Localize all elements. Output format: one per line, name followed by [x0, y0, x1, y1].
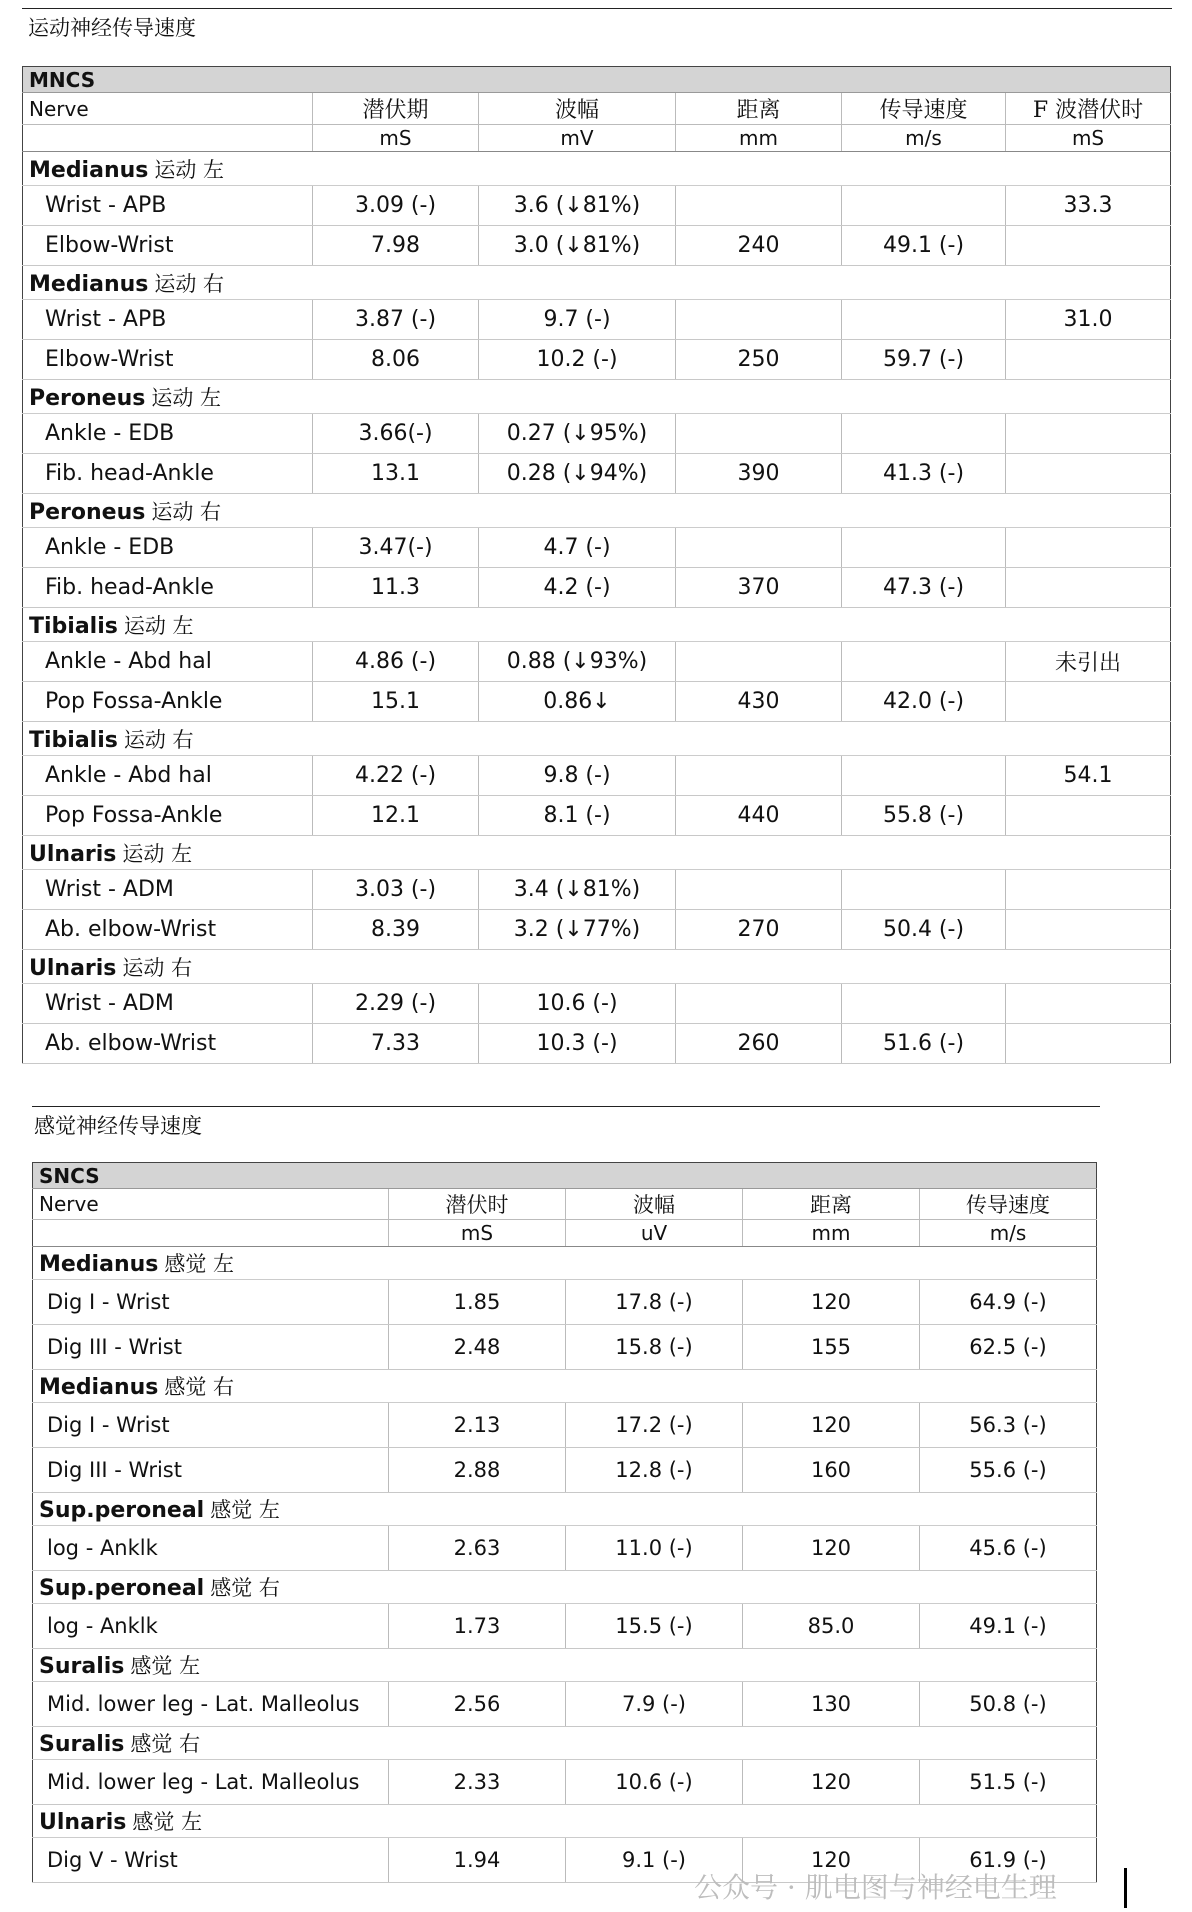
- table-row: [23, 756, 1171, 796]
- value-cell: [842, 300, 1006, 340]
- value-cell: 3.03 (-): [313, 870, 479, 910]
- value-cell: 33.3: [1006, 186, 1171, 226]
- column-unit: mm: [743, 1220, 920, 1247]
- stimulation-site: Ankle - Abd hal: [23, 642, 313, 682]
- value-cell: [842, 528, 1006, 568]
- value-cell: 390: [676, 454, 842, 494]
- nerve-group-cell: [33, 1493, 1097, 1526]
- table-row: [23, 528, 1171, 568]
- value-cell: 2.88: [389, 1448, 566, 1493]
- value-cell: 3.2 (↓77%): [479, 910, 676, 950]
- nerve-group-row: [23, 152, 1171, 186]
- nerve-group-row: [33, 1805, 1097, 1838]
- value-cell: 55.8 (-): [842, 796, 1006, 836]
- units-row: [23, 125, 1171, 152]
- stimulation-site: Fib. head-Ankle: [23, 568, 313, 608]
- nerve-name: Tibialis: [29, 613, 118, 639]
- nerve-side: 运动 右: [123, 727, 194, 752]
- stimulation-site: Ankle - EDB: [23, 528, 313, 568]
- value-cell: 7.33: [313, 1024, 479, 1064]
- column-header: 距离: [743, 1189, 920, 1220]
- value-cell: 未引出: [1006, 642, 1171, 682]
- nerve-group-cell: [33, 1727, 1097, 1760]
- nerve-group-row: [33, 1493, 1097, 1526]
- stimulation-site: Dig I - Wrist: [33, 1403, 389, 1448]
- column-header: 波幅: [479, 93, 676, 125]
- table-row: [33, 1448, 1097, 1493]
- value-cell: [842, 642, 1006, 682]
- column-header: Nerve: [23, 93, 313, 125]
- table-row: [33, 1760, 1097, 1805]
- value-cell: 12.1: [313, 796, 479, 836]
- column-header: 波幅: [566, 1189, 743, 1220]
- stimulation-site: Fib. head-Ankle: [23, 454, 313, 494]
- nerve-side: 感觉 右: [130, 1732, 201, 1756]
- stimulation-site: log - Anklk: [33, 1526, 389, 1571]
- value-cell: 49.1 (-): [920, 1604, 1097, 1649]
- table-row: [33, 1604, 1097, 1649]
- value-cell: 7.9 (-): [566, 1682, 743, 1727]
- value-cell: 240: [676, 226, 842, 266]
- table-row: [23, 454, 1171, 494]
- value-cell: 120: [743, 1526, 920, 1571]
- stimulation-site: Mid. lower leg - Lat. Malleolus: [33, 1682, 389, 1727]
- nerve-name: Sup.peroneal: [39, 1498, 205, 1523]
- nerve-group-row: [33, 1727, 1097, 1760]
- value-cell: 2.29 (-): [313, 984, 479, 1024]
- nerve-name: Peroneus: [29, 499, 146, 525]
- value-cell: 4.2 (-): [479, 568, 676, 608]
- column-unit: mS: [1006, 125, 1171, 152]
- value-cell: 64.9 (-): [920, 1280, 1097, 1325]
- nerve-group-row: [23, 950, 1171, 984]
- value-cell: 50.4 (-): [842, 910, 1006, 950]
- mncs-section-title: 运动神经传导速度: [28, 16, 196, 40]
- stimulation-site: Elbow-Wrist: [23, 340, 313, 380]
- stimulation-site: Ankle - Abd hal: [23, 756, 313, 796]
- nerve-group-cell: [33, 1370, 1097, 1403]
- nerve-group-row: [23, 494, 1171, 528]
- value-cell: [842, 186, 1006, 226]
- stimulation-site: Ab. elbow-Wrist: [23, 910, 313, 950]
- nerve-side: 感觉 右: [164, 1375, 235, 1399]
- nerve-group-cell: [33, 1247, 1097, 1280]
- column-header: F 波潜伏时: [1006, 93, 1171, 125]
- nerve-group-cell: [23, 722, 1171, 756]
- value-cell: 270: [676, 910, 842, 950]
- value-cell: 3.09 (-): [313, 186, 479, 226]
- stimulation-site: log - Anklk: [33, 1604, 389, 1649]
- value-cell: 120: [743, 1280, 920, 1325]
- nerve-side: 感觉 左: [130, 1654, 201, 1678]
- table-row: [23, 186, 1171, 226]
- value-cell: 49.1 (-): [842, 226, 1006, 266]
- value-cell: [1006, 870, 1171, 910]
- value-cell: 11.0 (-): [566, 1526, 743, 1571]
- sncs-section-title: 感觉神经传导速度: [34, 1114, 202, 1138]
- value-cell: 15.1: [313, 682, 479, 722]
- stimulation-site: Wrist - APB: [23, 186, 313, 226]
- value-cell: 9.1 (-): [566, 1838, 743, 1883]
- table-name: SNCS: [33, 1163, 1097, 1189]
- value-cell: 62.5 (-): [920, 1325, 1097, 1370]
- nerve-side: 运动 左: [123, 613, 194, 638]
- table-row: [23, 796, 1171, 836]
- value-cell: 3.66(-): [313, 414, 479, 454]
- value-cell: 9.8 (-): [479, 756, 676, 796]
- nerve-name: Ulnaris: [29, 955, 117, 981]
- nerve-name: Ulnaris: [29, 841, 117, 867]
- value-cell: 31.0: [1006, 300, 1171, 340]
- value-cell: [842, 870, 1006, 910]
- stimulation-site: Elbow-Wrist: [23, 226, 313, 266]
- nerve-side: 运动 左: [122, 841, 193, 866]
- value-cell: 2.48: [389, 1325, 566, 1370]
- value-cell: 0.86↓: [479, 682, 676, 722]
- value-cell: 15.5 (-): [566, 1604, 743, 1649]
- table-row: [23, 682, 1171, 722]
- nerve-group-row: [23, 722, 1171, 756]
- table-row: [33, 1280, 1097, 1325]
- stimulation-site: Wrist - ADM: [23, 870, 313, 910]
- value-cell: [1006, 528, 1171, 568]
- nerve-group-row: [23, 836, 1171, 870]
- table-row: [23, 1024, 1171, 1064]
- nerve-group-cell: [23, 950, 1171, 984]
- value-cell: [1006, 340, 1171, 380]
- value-cell: 45.6 (-): [920, 1526, 1097, 1571]
- value-cell: 10.2 (-): [479, 340, 676, 380]
- value-cell: 8.06: [313, 340, 479, 380]
- nerve-name: Peroneus: [29, 385, 146, 411]
- value-cell: 56.3 (-): [920, 1403, 1097, 1448]
- nerve-side: 运动 右: [122, 955, 193, 980]
- nerve-name: Medianus: [39, 1252, 159, 1277]
- value-cell: 3.87 (-): [313, 300, 479, 340]
- value-cell: [842, 984, 1006, 1024]
- value-cell: [1006, 682, 1171, 722]
- nerve-group-row: [33, 1649, 1097, 1682]
- nerve-name: Ulnaris: [39, 1810, 127, 1835]
- mncs-table: [22, 66, 1171, 1064]
- column-header: 传导速度: [842, 93, 1006, 125]
- value-cell: 54.1: [1006, 756, 1171, 796]
- nerve-group-row: [23, 266, 1171, 300]
- value-cell: 1.94: [389, 1838, 566, 1883]
- nerve-group-cell: [33, 1649, 1097, 1682]
- nerve-side: 运动 右: [154, 271, 225, 296]
- value-cell: 42.0 (-): [842, 682, 1006, 722]
- value-cell: 3.0 (↓81%): [479, 226, 676, 266]
- value-cell: 1.73: [389, 1604, 566, 1649]
- header-row: [33, 1189, 1097, 1220]
- stimulation-site: Dig V - Wrist: [33, 1838, 389, 1883]
- table-row: [23, 870, 1171, 910]
- value-cell: [1006, 414, 1171, 454]
- table-name: MNCS: [23, 67, 1171, 93]
- value-cell: 130: [743, 1682, 920, 1727]
- nerve-side: 运动 左: [154, 157, 225, 182]
- value-cell: 0.27 (↓95%): [479, 414, 676, 454]
- value-cell: 0.88 (↓93%): [479, 642, 676, 682]
- nerve-group-row: [33, 1370, 1097, 1403]
- value-cell: 3.47(-): [313, 528, 479, 568]
- table-row: [23, 568, 1171, 608]
- value-cell: 51.5 (-): [920, 1760, 1097, 1805]
- nerve-side: 运动 右: [151, 499, 222, 524]
- nerve-group-row: [23, 380, 1171, 414]
- table-row: [23, 300, 1171, 340]
- table-row: [33, 1526, 1097, 1571]
- table-row: [23, 910, 1171, 950]
- top-rule: [22, 8, 1172, 9]
- nerve-side: 感觉 左: [132, 1810, 203, 1834]
- value-cell: 12.8 (-): [566, 1448, 743, 1493]
- value-cell: 13.1: [313, 454, 479, 494]
- nerve-name: Tibialis: [29, 727, 118, 753]
- value-cell: 50.8 (-): [920, 1682, 1097, 1727]
- value-cell: [1006, 910, 1171, 950]
- value-cell: 3.6 (↓81%): [479, 186, 676, 226]
- nerve-side: 感觉 左: [210, 1498, 280, 1522]
- value-cell: 2.63: [389, 1526, 566, 1571]
- stimulation-site: Wrist - ADM: [23, 984, 313, 1024]
- nerve-name: Suralis: [39, 1654, 125, 1679]
- value-cell: [1006, 226, 1171, 266]
- value-cell: 47.3 (-): [842, 568, 1006, 608]
- nerve-group-row: [23, 608, 1171, 642]
- column-unit: [33, 1220, 389, 1247]
- value-cell: [676, 528, 842, 568]
- value-cell: 10.6 (-): [479, 984, 676, 1024]
- value-cell: 370: [676, 568, 842, 608]
- value-cell: 11.3: [313, 568, 479, 608]
- value-cell: 2.33: [389, 1760, 566, 1805]
- table-name-row: [23, 67, 1171, 93]
- column-header: 潜伏期: [313, 93, 479, 125]
- stimulation-site: Mid. lower leg - Lat. Malleolus: [33, 1760, 389, 1805]
- nerve-group-cell: [33, 1571, 1097, 1604]
- value-cell: 430: [676, 682, 842, 722]
- value-cell: [842, 414, 1006, 454]
- sncs-table: [32, 1162, 1097, 1883]
- nerve-group-row: [33, 1571, 1097, 1604]
- watermark: 公众号 · 肌电图与神经电生理: [694, 1871, 1057, 1904]
- stimulation-site: Ankle - EDB: [23, 414, 313, 454]
- column-header: 潜伏时: [389, 1189, 566, 1220]
- value-cell: 4.22 (-): [313, 756, 479, 796]
- value-cell: 41.3 (-): [842, 454, 1006, 494]
- stimulation-site: Wrist - APB: [23, 300, 313, 340]
- nerve-group-cell: [33, 1805, 1097, 1838]
- value-cell: 120: [743, 1760, 920, 1805]
- column-unit: m/s: [920, 1220, 1097, 1247]
- stimulation-site: Dig III - Wrist: [33, 1448, 389, 1493]
- value-cell: 4.86 (-): [313, 642, 479, 682]
- value-cell: [676, 984, 842, 1024]
- value-cell: 1.85: [389, 1280, 566, 1325]
- nerve-name: Medianus: [29, 157, 149, 183]
- value-cell: 155: [743, 1325, 920, 1370]
- value-cell: [676, 186, 842, 226]
- table-row: [23, 642, 1171, 682]
- value-cell: [676, 870, 842, 910]
- value-cell: 17.8 (-): [566, 1280, 743, 1325]
- value-cell: [1006, 796, 1171, 836]
- value-cell: [676, 642, 842, 682]
- nerve-name: Suralis: [39, 1732, 125, 1757]
- value-cell: [1006, 568, 1171, 608]
- stimulation-site: Dig III - Wrist: [33, 1325, 389, 1370]
- column-unit: mV: [479, 125, 676, 152]
- header-row: [23, 93, 1171, 125]
- value-cell: 59.7 (-): [842, 340, 1006, 380]
- column-unit: mS: [313, 125, 479, 152]
- value-cell: 440: [676, 796, 842, 836]
- value-cell: [676, 300, 842, 340]
- table-row: [33, 1682, 1097, 1727]
- value-cell: 8.1 (-): [479, 796, 676, 836]
- stimulation-site: Dig I - Wrist: [33, 1280, 389, 1325]
- value-cell: 2.56: [389, 1682, 566, 1727]
- units-row: [33, 1220, 1097, 1247]
- value-cell: 51.6 (-): [842, 1024, 1006, 1064]
- nerve-group-cell: [23, 152, 1171, 186]
- column-header: 传导速度: [920, 1189, 1097, 1220]
- value-cell: 85.0: [743, 1604, 920, 1649]
- mid-rule: [32, 1106, 1100, 1107]
- column-unit: m/s: [842, 125, 1006, 152]
- table-row: [23, 340, 1171, 380]
- value-cell: 4.7 (-): [479, 528, 676, 568]
- table-row: [33, 1403, 1097, 1448]
- nerve-side: 感觉 右: [210, 1576, 280, 1600]
- value-cell: 7.98: [313, 226, 479, 266]
- table-row: [33, 1325, 1097, 1370]
- value-cell: 10.6 (-): [566, 1760, 743, 1805]
- nerve-name: Medianus: [29, 271, 149, 297]
- value-cell: 0.28 (↓94%): [479, 454, 676, 494]
- table-row: [23, 226, 1171, 266]
- value-cell: 120: [743, 1838, 920, 1883]
- value-cell: 10.3 (-): [479, 1024, 676, 1064]
- value-cell: 9.7 (-): [479, 300, 676, 340]
- value-cell: 15.8 (-): [566, 1325, 743, 1370]
- nerve-group-cell: [23, 608, 1171, 642]
- value-cell: 3.4 (↓81%): [479, 870, 676, 910]
- value-cell: [1006, 1024, 1171, 1064]
- value-cell: [1006, 984, 1171, 1024]
- value-cell: 2.13: [389, 1403, 566, 1448]
- nerve-name: Sup.peroneal: [39, 1576, 205, 1601]
- nerve-side: 感觉 左: [164, 1252, 235, 1276]
- table-row: [23, 414, 1171, 454]
- value-cell: [842, 756, 1006, 796]
- nerve-group-cell: [23, 266, 1171, 300]
- column-unit: uV: [566, 1220, 743, 1247]
- value-cell: 160: [743, 1448, 920, 1493]
- column-header: Nerve: [33, 1189, 389, 1220]
- stimulation-site: Pop Fossa-Ankle: [23, 796, 313, 836]
- value-cell: 55.6 (-): [920, 1448, 1097, 1493]
- value-cell: 17.2 (-): [566, 1403, 743, 1448]
- column-unit: [23, 125, 313, 152]
- nerve-group-cell: [23, 494, 1171, 528]
- nerve-group-cell: [23, 380, 1171, 414]
- value-cell: [676, 414, 842, 454]
- table-name-row: [33, 1163, 1097, 1189]
- column-header: 距离: [676, 93, 842, 125]
- value-cell: [676, 756, 842, 796]
- nerve-group-row: [33, 1247, 1097, 1280]
- value-cell: 120: [743, 1403, 920, 1448]
- text-cursor: [1124, 1868, 1127, 1908]
- value-cell: 61.9 (-): [920, 1838, 1097, 1883]
- table-row: [23, 984, 1171, 1024]
- stimulation-site: Ab. elbow-Wrist: [23, 1024, 313, 1064]
- value-cell: 8.39: [313, 910, 479, 950]
- stimulation-site: Pop Fossa-Ankle: [23, 682, 313, 722]
- nerve-group-cell: [23, 836, 1171, 870]
- column-unit: mm: [676, 125, 842, 152]
- nerve-side: 运动 左: [151, 385, 222, 410]
- column-unit: mS: [389, 1220, 566, 1247]
- nerve-name: Medianus: [39, 1375, 159, 1400]
- value-cell: [1006, 454, 1171, 494]
- value-cell: 260: [676, 1024, 842, 1064]
- value-cell: 250: [676, 340, 842, 380]
